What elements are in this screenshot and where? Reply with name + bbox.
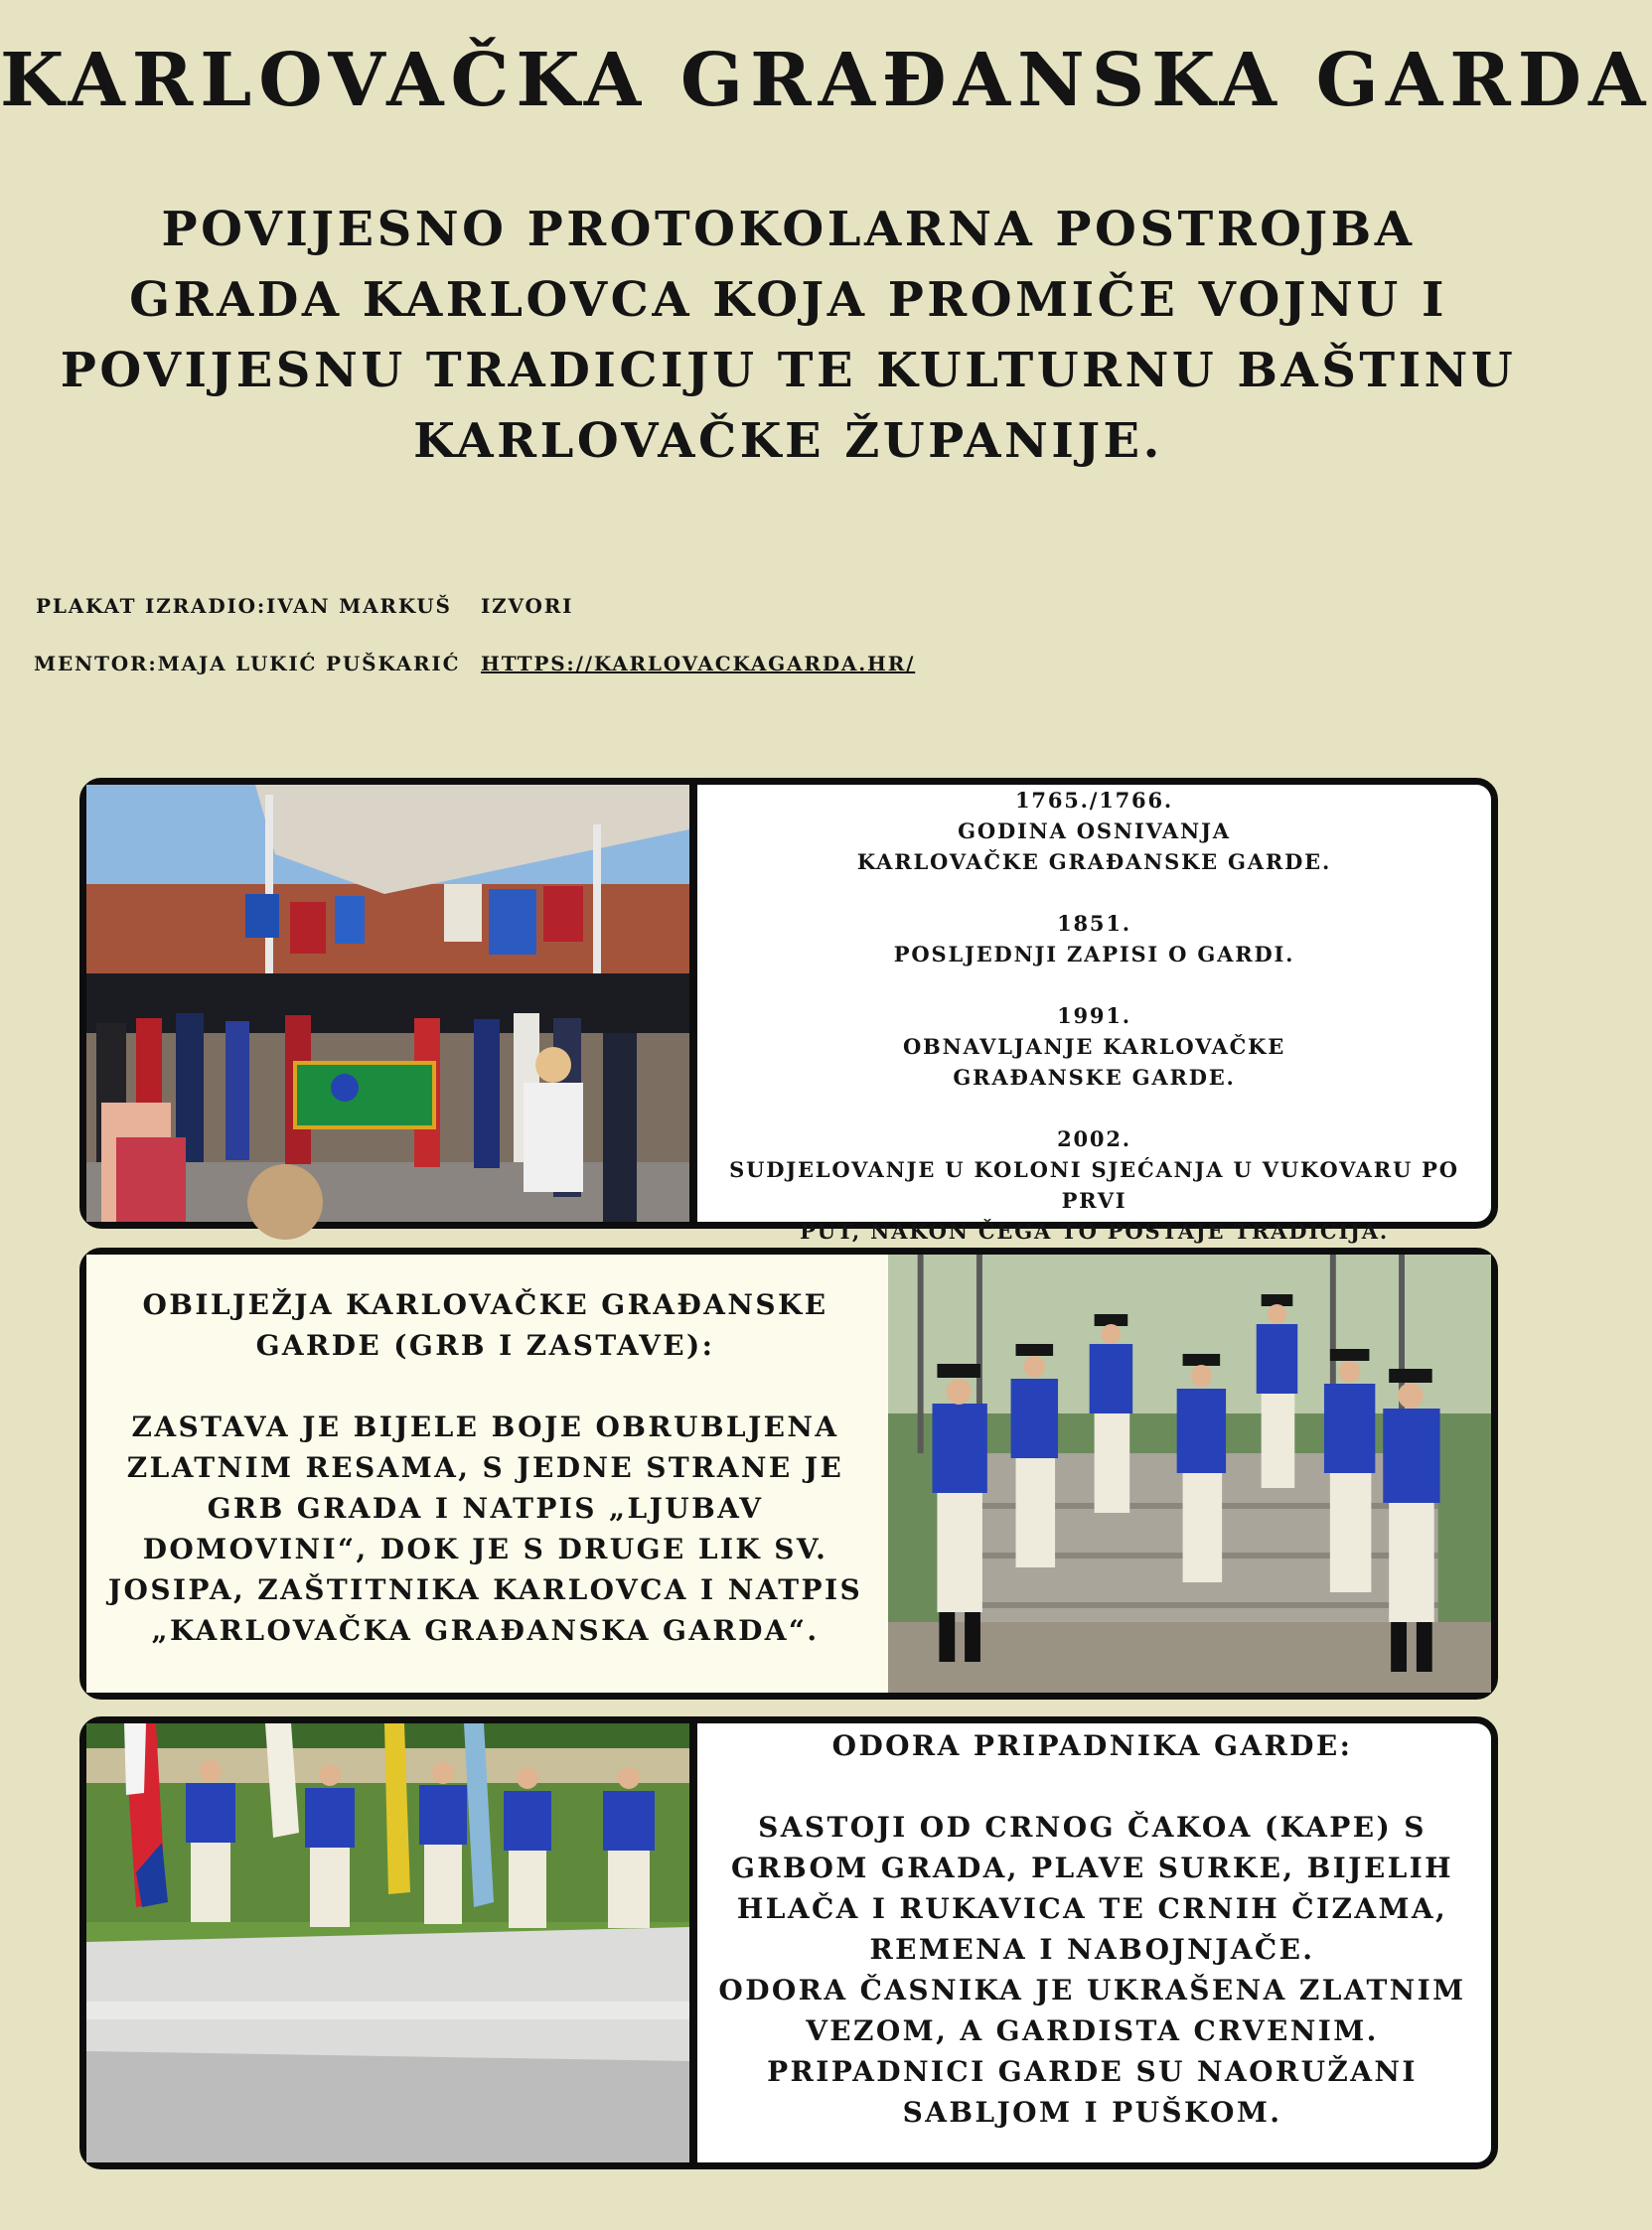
sources-label: IZVORI [481, 594, 574, 618]
insignia-body: ZASTAVA JE BIJELE BOJE OBRUBLJENA ZLATNIM RESAMA, S JEDNE STRANE JE GRB GRADA I NATPIS „LJUBAV DOMOVINI“, DOK JE S DRUGE LIK SV. JOSIPA, ZAŠTITNIKA KARLOVCA I NATPIS „KARLOVAČKA GRAĐANSKA GARDA“. [107, 1411, 863, 1647]
timeline-line: SUDJELOVANJE U KOLONI SJEĆANJA U VUKOVARU PO PRVI [729, 1157, 1459, 1213]
timeline-line: POSLJEDNJI ZAPISI O GARDI. [893, 942, 1295, 966]
uniform-body: PRIPADNICI GARDE SU NAORUŽANI SABLJOM I PUŠKOM. [767, 2055, 1418, 2129]
photo-guardsmen-on-steps-icon [888, 1255, 1491, 1693]
insignia-heading: OBILJEŽJA KARLOVAČKE GRAĐANSKE GARDE (GRB I ZASTAVE): [142, 1288, 828, 1362]
uniform-heading: ODORA PRIPADNIKA GARDE: [831, 1729, 1353, 1762]
poster-title: KARLOVAČKA GRAĐANSKA GARDA [0, 38, 1652, 123]
timeline-year: 1851. [1057, 911, 1131, 936]
guard-in-park-photo [86, 1723, 689, 2162]
sources-link[interactable]: HTTPS://KARLOVACKAGARDA.HR/ [481, 652, 916, 675]
group-photo-flags [86, 785, 689, 1222]
photo-crowd-with-banners-icon [86, 785, 689, 1222]
timeline-line: GRAĐANSKE GARDE. [953, 1065, 1236, 1090]
timeline-year: 1991. [1057, 1003, 1131, 1028]
mentor-credit: MENTOR:MAJA LUKIĆ PUŠKARIĆ [34, 652, 461, 675]
panel-divider [689, 1723, 697, 2162]
timeline-line: KARLOVAČKE GRAĐANSKE GARDE. [856, 849, 1332, 874]
author-credit: PLAKAT IZRADIO:IVAN MARKUŠ [36, 594, 452, 618]
timeline-line: OBNAVLJANJE KARLOVAČKE [902, 1034, 1286, 1059]
insignia-panel [79, 1248, 1498, 1700]
insignia-text [86, 1255, 888, 1693]
photo-guardsmen-with-flags-icon [86, 1723, 689, 2162]
uniform-body: SASTOJI OD CRNOG ČAKOA (KAPE) S GRBOM GRADA, PLAVE SURKE, BIJELIH HLAČA I RUKAVICA TE CRNIH ČIZAMA, REMENA I NABOJNJAČE. [730, 1811, 1454, 1966]
timeline-year: 1765./1766. [1015, 788, 1173, 813]
poster-subtitle: POVIJESNO PROTOKOLARNA POSTROJBA GRADA KARLOVCA KOJA PROMIČE VOJNU I POVIJESNU TRADICIJU TE KULTURNU BAŠTINU KARLOVAČKE ŽUPANIJE. [60, 202, 1517, 469]
panel-divider [689, 785, 697, 1222]
uniform-panel [79, 1716, 1498, 2169]
guard-on-stairs-photo [888, 1255, 1491, 1693]
timeline-line: GODINA OSNIVANJA [958, 818, 1231, 843]
timeline-text [697, 785, 1491, 1244]
uniform-text [697, 1723, 1491, 2162]
timeline-line: PUT, NAKON ČEGA TO POSTAJE TRADICIJA. [800, 1219, 1389, 1244]
timeline-panel [79, 778, 1498, 1244]
timeline-year: 2002. [1057, 1126, 1131, 1151]
uniform-body: ODORA ČASNIKA JE UKRAŠENA ZLATNIM VEZOM, A GARDISTA CRVENIM. [718, 1974, 1466, 2047]
